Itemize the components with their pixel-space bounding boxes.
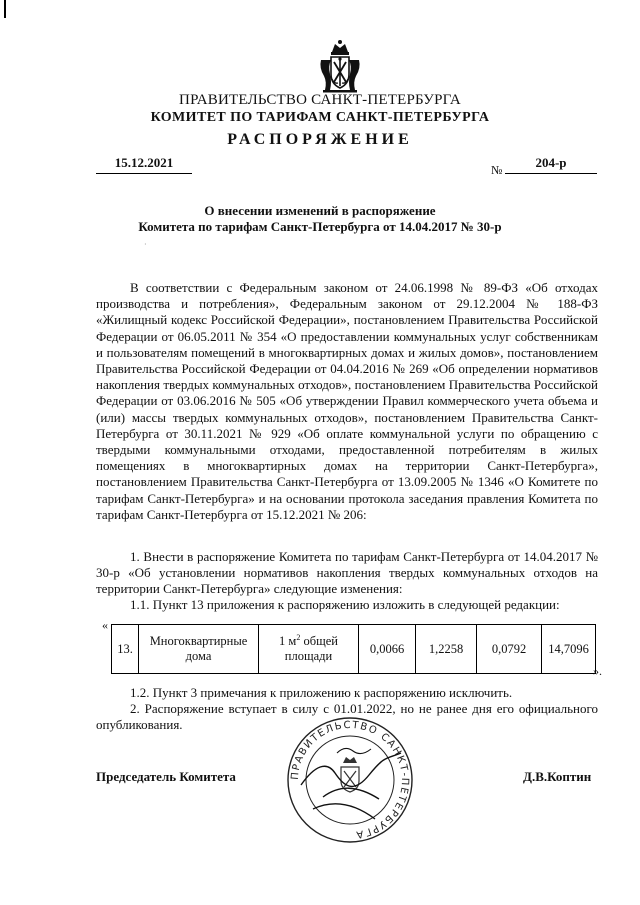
seal-ring-text: ПРАВИТЕЛЬСТВО САНКТ-ПЕТЕРБУРГА xyxy=(289,719,411,840)
unit-line-2: площади xyxy=(284,649,333,663)
document-date: 15.12.2021 xyxy=(96,155,192,174)
document-number: 204-р xyxy=(505,155,597,174)
preamble-paragraph: В соответствии с Федеральным законом от 24.06.1998 № 89-ФЗ «Об отходах производства и потребления», Федеральным законом от 29.12.2004 № 188-ФЗ «Жилищный кодекс Российской Федерации», постановлением Правительства Российской Федерации от 06.05.2011 № 354 «О предоставлении коммунальных услуг собственникам и пользователям помещений в многоквартирных домах и жилых домов», постановлением Правительства Российской Федерации от 04.04.2016 № 269 «Об определении нормативов накопления твердых коммунальных отходов», постановлением Правительства Российской Федерации от 03.06.2016 № 505 «Об утверждении Правил коммерческого учета объема и (или) массы твердых коммунальных отходов», постановлением Правительства Санкт-Петербурга от 30.11.2021 № 929 «Об оплате коммунальной услуги по обращению с твердыми коммунальными отходами, предоставленной потребителям в жилых помещениях в многоквартирных домах на территории Санкт-Петербурга», постановлением Правительства Санкт-Петербурга от 13.09.2005 № 1346 «О Комитете по тарифам Санкт-Петербурга» и на основании протокола заседания правления Комитета по тарифам Санкт-Петербурга от 15.12.2021 № 206: xyxy=(96,280,598,522)
official-seal xyxy=(283,715,417,845)
committee-title: КОМИТЕТ ПО ТАРИФАМ САНКТ-ПЕТЕРБУРГА xyxy=(150,110,490,125)
unit-line-1 xyxy=(261,634,356,649)
table-row xyxy=(112,625,596,674)
number-sign: № xyxy=(491,163,503,177)
government-title: ПРАВИТЕЛЬСТВО САНКТ-ПЕТЕРБУРГА xyxy=(179,92,461,108)
category-line-2: дома xyxy=(185,649,212,663)
quote-close: ». xyxy=(593,664,602,678)
signatory-position: Председатель Комитета xyxy=(96,769,236,784)
subject-line-1: О внесении изменений в распоряжение xyxy=(204,203,436,218)
table-cell-value-2: 1,2258 xyxy=(416,625,477,674)
unit-line-1-head: 1 м xyxy=(279,634,297,648)
unit-superscript: 2 xyxy=(296,632,301,642)
norms-table xyxy=(111,624,596,674)
table-cell-value-1: 0,0066 xyxy=(359,625,416,674)
item-1-2-paragraph: 1.2. Пункт 3 примечания к приложению к распоряжению исключить. xyxy=(130,685,513,700)
quote-open: « xyxy=(102,618,108,632)
document-type-title: РАСПОРЯЖЕНИЕ xyxy=(227,131,413,148)
item-1-paragraph: 1. Внести в распоряжение Комитета по тарифам Санкт-Петербурга от 14.04.2017 № 30-р «Об установлении нормативов накопления твердых коммунальных отходов на территории Санкт-Петербурга» следующие изменения: xyxy=(96,549,598,597)
scan-edge-mark xyxy=(4,0,6,18)
scan-speck: · xyxy=(144,240,147,249)
table-cell-value-4: 14,7096 xyxy=(542,625,596,674)
table-cell-category xyxy=(139,625,259,674)
subject-line-2: Комитета по тарифам Санкт-Петербурга от 14.04.2017 № 30-р xyxy=(138,219,502,234)
coat-of-arms-icon xyxy=(315,38,365,94)
category-line-1: Многоквартирные xyxy=(149,634,248,648)
signatory-name: Д.В.Коптин xyxy=(523,769,592,784)
unit-line-1-tail: общей xyxy=(300,634,338,648)
table-cell-row-number: 13. xyxy=(112,625,139,674)
item-2-paragraph: 2. Распоряжение вступает в силу с 01.01.2022, но не ранее дня его официального опубликования. xyxy=(96,701,598,733)
table-cell-unit xyxy=(259,625,359,674)
item-1-1-paragraph: 1.1. Пункт 13 приложения к распоряжению изложить в следующей редакции: xyxy=(130,597,560,612)
table-cell-value-3: 0,0792 xyxy=(477,625,542,674)
